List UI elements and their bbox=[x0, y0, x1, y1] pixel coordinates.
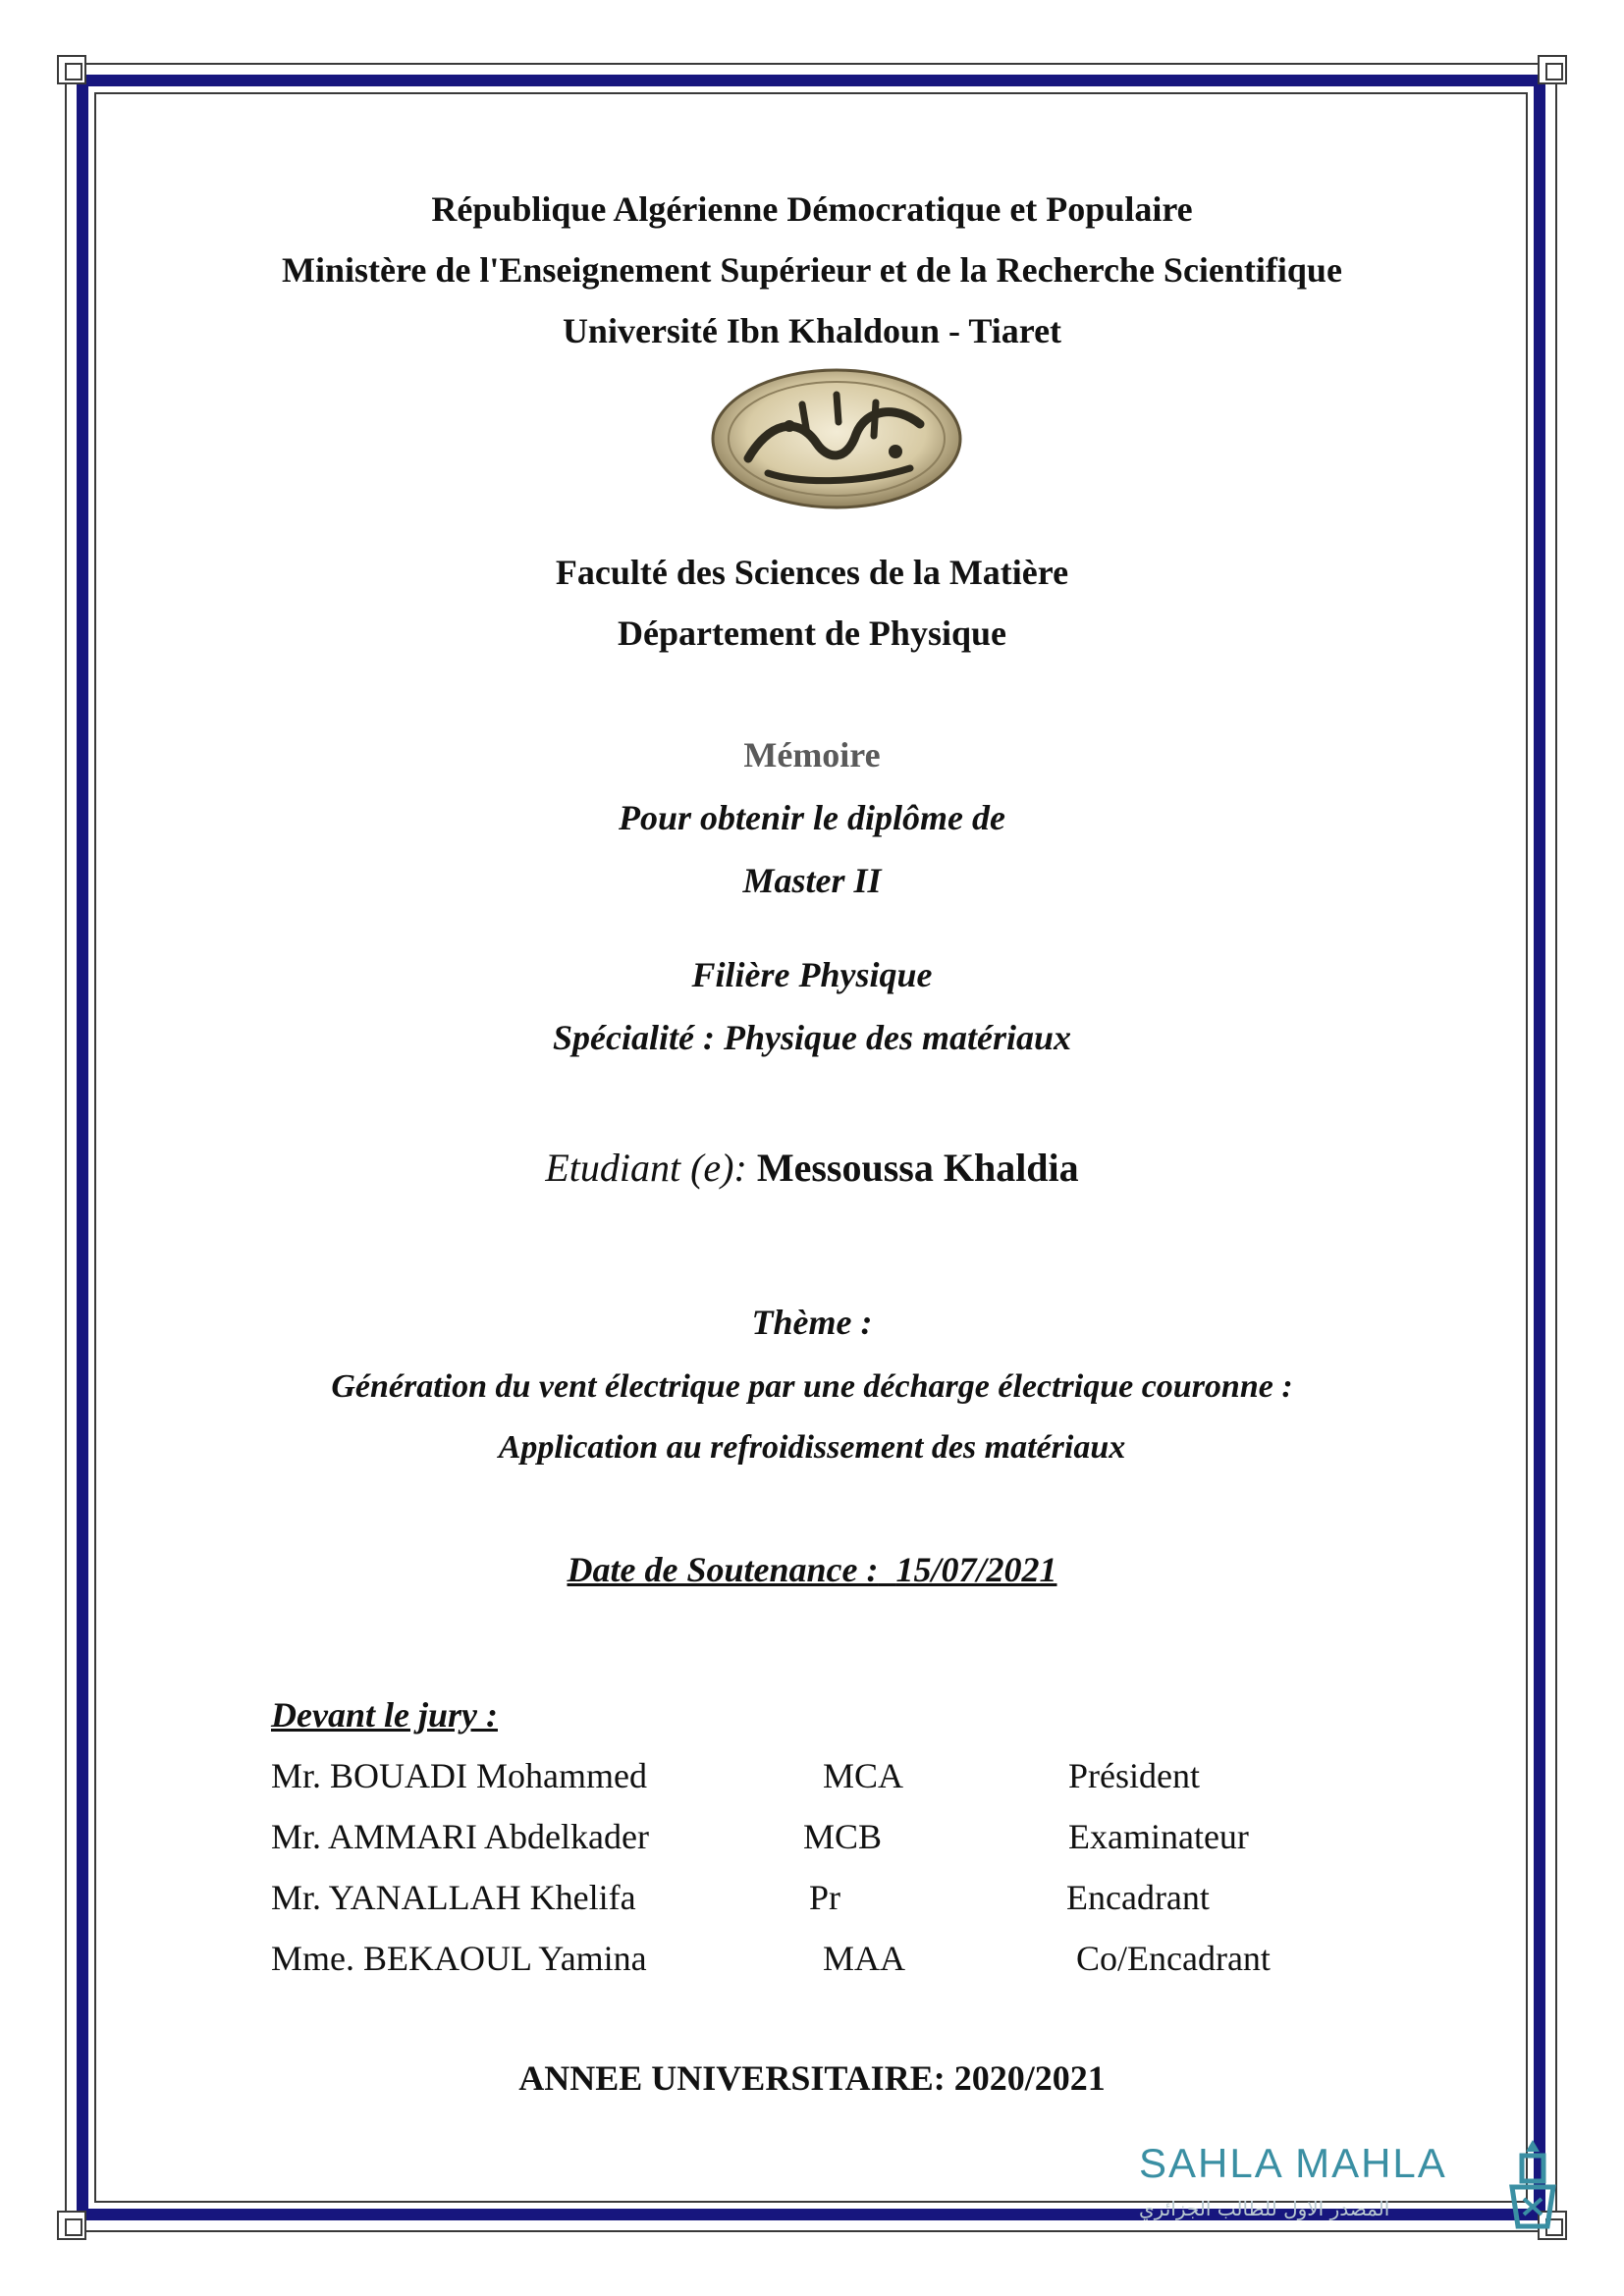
brand-tagline: المصدر الاول للطالب الجزائري bbox=[1139, 2197, 1390, 2220]
frame-corner-top-right bbox=[1538, 55, 1567, 84]
memoire-title: Mémoire bbox=[743, 735, 881, 774]
jury-member-role: Encadrant bbox=[1066, 1878, 1210, 1917]
academic-year bbox=[0, 2057, 1624, 2099]
republic-title: République Algérienne Démocratique et Populaire bbox=[431, 189, 1193, 229]
defense-date-value: 15/07/2021 bbox=[895, 1550, 1057, 1589]
jury-member-name: Mr. BOUADI Mohammed bbox=[271, 1756, 647, 1795]
jury-member-role: Co/Encadrant bbox=[1076, 1939, 1271, 1978]
jury-member-grade: Pr bbox=[809, 1878, 841, 1917]
brand-name: SAHLA MAHLA bbox=[1139, 2140, 1447, 2186]
jury-member-grade: MCA bbox=[823, 1756, 904, 1795]
academic-year-value: 2020/2021 bbox=[953, 2058, 1106, 2098]
student-label: Etudiant (e): bbox=[545, 1146, 747, 1190]
jury-member-grade: MCB bbox=[803, 1817, 883, 1856]
filiere: Filière Physique bbox=[691, 955, 933, 994]
jury-member-name: Mr. YANALLAH Khelifa bbox=[271, 1878, 636, 1917]
specialite: Spécialité : Physique des matériaux bbox=[553, 1018, 1071, 1057]
jury-label: Devant le jury : bbox=[271, 1695, 498, 1735]
theme-line-2: Application au refroidissement des matériaux bbox=[498, 1429, 1126, 1466]
defense-date-line bbox=[0, 1549, 1624, 1590]
diploma-purpose: Pour obtenir le diplôme de bbox=[619, 798, 1005, 837]
academic-year-label: ANNEE UNIVERSITAIRE: bbox=[518, 2058, 946, 2098]
defense-date-label: Date de Soutenance : bbox=[567, 1550, 879, 1589]
faculty-name: Faculté des Sciences de la Matière bbox=[555, 553, 1069, 592]
jury-member-role: Examinateur bbox=[1068, 1817, 1249, 1856]
frame-corner-top-left bbox=[57, 55, 86, 84]
university-seal-icon bbox=[709, 365, 964, 512]
jury-member-role: Président bbox=[1068, 1756, 1200, 1795]
degree-name: Master II bbox=[742, 861, 882, 900]
ministry-title: Ministère de l'Enseignement Supérieur et de la Recherche Scientifique bbox=[282, 250, 1342, 290]
sahla-mahla-watermark[interactable] bbox=[1139, 2140, 1551, 2238]
frame-corner-bottom-left bbox=[57, 2211, 86, 2240]
student-line bbox=[0, 1145, 1624, 1191]
jury-member-grade: MAA bbox=[823, 1939, 906, 1978]
jury-member-name: Mme. BEKAOUL Yamina bbox=[271, 1939, 647, 1978]
university-title: Université Ibn Khaldoun - Tiaret bbox=[562, 311, 1062, 350]
department-name: Département de Physique bbox=[618, 614, 1006, 653]
student-name: Messoussa Khaldia bbox=[756, 1146, 1079, 1190]
theme-line-1: Génération du vent électrique par une décharge électrique couronne : bbox=[331, 1368, 1293, 1405]
jury-member-name: Mr. AMMARI Abdelkader bbox=[271, 1817, 649, 1856]
sahla-mahla-logo-icon bbox=[1504, 2138, 1561, 2232]
theme-label: Thème : bbox=[751, 1303, 873, 1342]
